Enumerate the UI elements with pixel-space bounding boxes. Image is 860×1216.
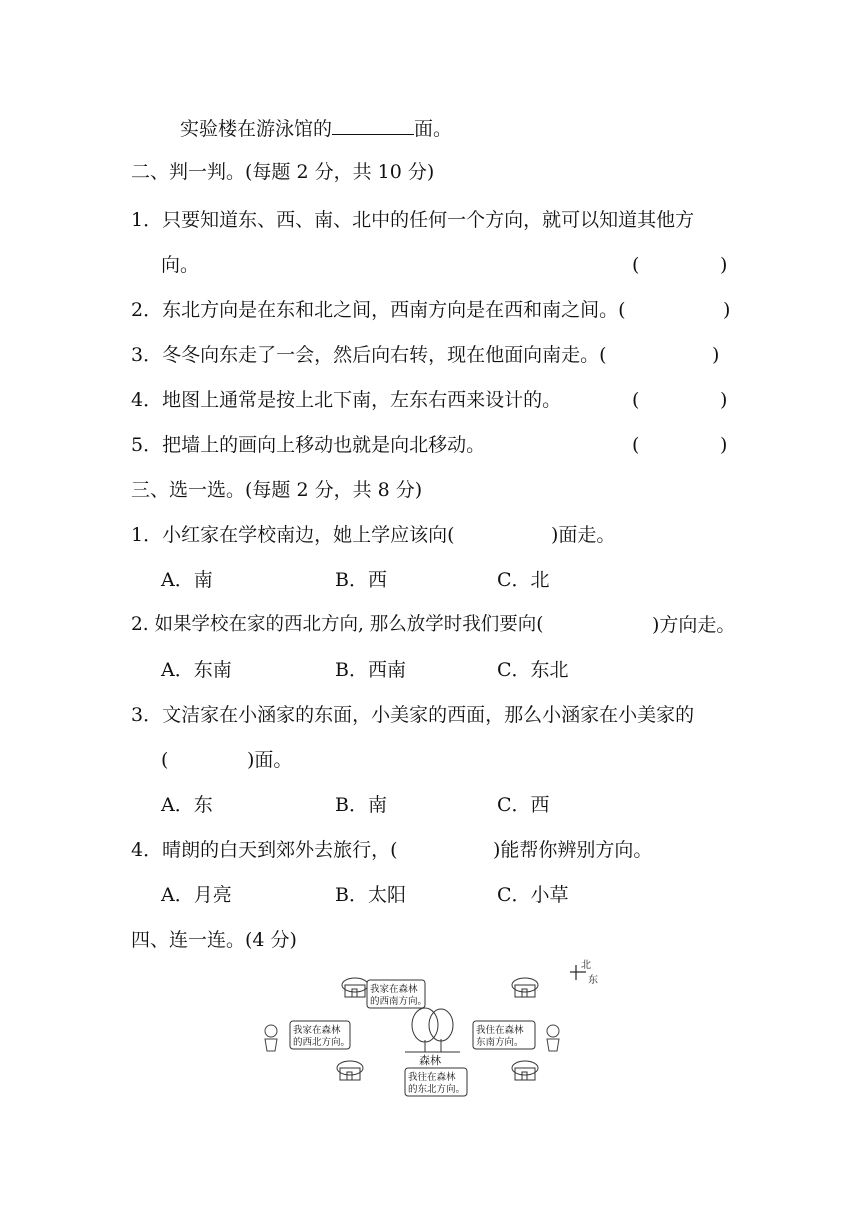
answer-blank[interactable]: [332, 116, 414, 135]
bubble-right-line1: 我住在森林: [476, 1025, 524, 1036]
choice-q2-stem: 2. 如果学校在家的西北方向, 那么放学时我们要向(: [131, 614, 544, 635]
top-line-suffix: 面。: [414, 118, 453, 140]
choice-q2-option-a[interactable]: A．东南: [161, 659, 232, 681]
judge-q1-line2: 向。: [161, 254, 200, 276]
section3-title: 三、选一选。(每题 2 分，共 8 分): [131, 479, 423, 501]
judge-q1-paren-close[interactable]: ): [720, 254, 728, 276]
choice-q1-stem: 1．小红家在学校南边，她上学应该向(: [131, 524, 455, 546]
choice-q3-stem-end: )面。: [247, 749, 293, 771]
section2-title: 二、判一判。(每题 2 分，共 10 分): [131, 161, 435, 183]
choice-q3-option-a[interactable]: A．东: [161, 794, 213, 816]
judge-q5-paren-open[interactable]: (: [632, 434, 640, 456]
bubble-left-line1: 我家在森林: [293, 1025, 341, 1036]
bubble-right-line2: 东南方向。: [476, 1037, 524, 1048]
choice-q4-option-a[interactable]: A．月亮: [161, 884, 232, 906]
bubble-bottom-line2: 的东北方向。: [408, 1084, 466, 1095]
choice-q4-stem-end: )能帮你辨别方向。: [493, 839, 653, 861]
house-bottom-left[interactable]: [337, 1061, 363, 1080]
choice-q2-stem-end: )方向走。: [652, 614, 736, 636]
choice-q4-stem: 4．晴朗的白天到郊外去旅行，(: [131, 839, 398, 861]
bubble-top-line1: 我家在森林: [370, 984, 418, 995]
bubble-top-line2: 的西南方向。: [370, 996, 428, 1007]
choice-q3-paren-open: (: [161, 749, 169, 771]
judge-q1-line1: 1．只要知道东、西、南、北中的任何一个方向，就可以知道其他方: [131, 209, 695, 231]
choice-q2-option-c[interactable]: C．东北: [497, 659, 569, 681]
section4-title: 四、连一连。(4 分): [131, 929, 297, 951]
judge-q5-paren-close[interactable]: ): [720, 434, 728, 456]
choice-q2-option-b[interactable]: B．西南: [335, 659, 406, 681]
bubble-top: [367, 980, 427, 1008]
choice-q4-option-c[interactable]: C．小草: [497, 884, 569, 906]
choice-q1-stem-end: )面走。: [551, 524, 616, 546]
choice-q4-option-b[interactable]: B．太阳: [335, 884, 406, 906]
judge-q3: 3．冬冬向东走了一会，然后向右转，现在他面向南走。(: [131, 344, 607, 366]
judge-q1-paren-open[interactable]: (: [632, 254, 640, 276]
compass-north-label: 北: [581, 960, 591, 971]
choice-q3-line1: 3．文洁家在小涵家的东面，小美家的西面，那么小涵家在小美家的: [131, 704, 695, 726]
bubble-bottom-line1: 我往在森林: [408, 1072, 456, 1083]
judge-q4: 4．地图上通常是按上北下南，左东右西来设计的。: [131, 389, 562, 411]
judge-q4-paren-close[interactable]: ): [720, 389, 728, 411]
matching-figure: [255, 955, 615, 1105]
house-top-left[interactable]: [342, 978, 368, 997]
choice-q1-option-c[interactable]: C．北: [497, 569, 550, 591]
judge-q2-paren-close[interactable]: ): [723, 299, 731, 321]
forest-label: 森林: [419, 1054, 441, 1067]
house-bottom-right[interactable]: [512, 1061, 538, 1080]
judge-q2: 2．东北方向是在东和北之间，西南方向是在西和南之间。(: [131, 299, 626, 321]
judge-q5: 5．把墙上的画向上移动也就是向北移动。: [131, 434, 486, 456]
top-line-text: 实验楼在游泳馆的: [180, 118, 333, 140]
child-left-figure: [265, 1025, 277, 1051]
choice-q1-option-b[interactable]: B．西: [335, 569, 387, 591]
bubble-right: [473, 1021, 535, 1049]
bubble-bottom: [405, 1068, 467, 1096]
bubble-left-line2: 的西北方向。: [293, 1037, 351, 1048]
choice-q3-option-c[interactable]: C．西: [497, 794, 550, 816]
judge-q3-paren-close[interactable]: ): [712, 344, 720, 366]
forest-trees: [405, 1008, 460, 1052]
judge-q4-paren-open[interactable]: (: [632, 389, 640, 411]
child-right-figure: [547, 1025, 559, 1051]
top-line: [180, 116, 452, 141]
bubble-left: [290, 1021, 350, 1049]
choice-q3-option-b[interactable]: B．南: [335, 794, 387, 816]
house-top-right[interactable]: [512, 978, 538, 997]
choice-q1-option-a[interactable]: A．南: [161, 569, 213, 591]
compass-east-label: 东: [588, 975, 598, 986]
